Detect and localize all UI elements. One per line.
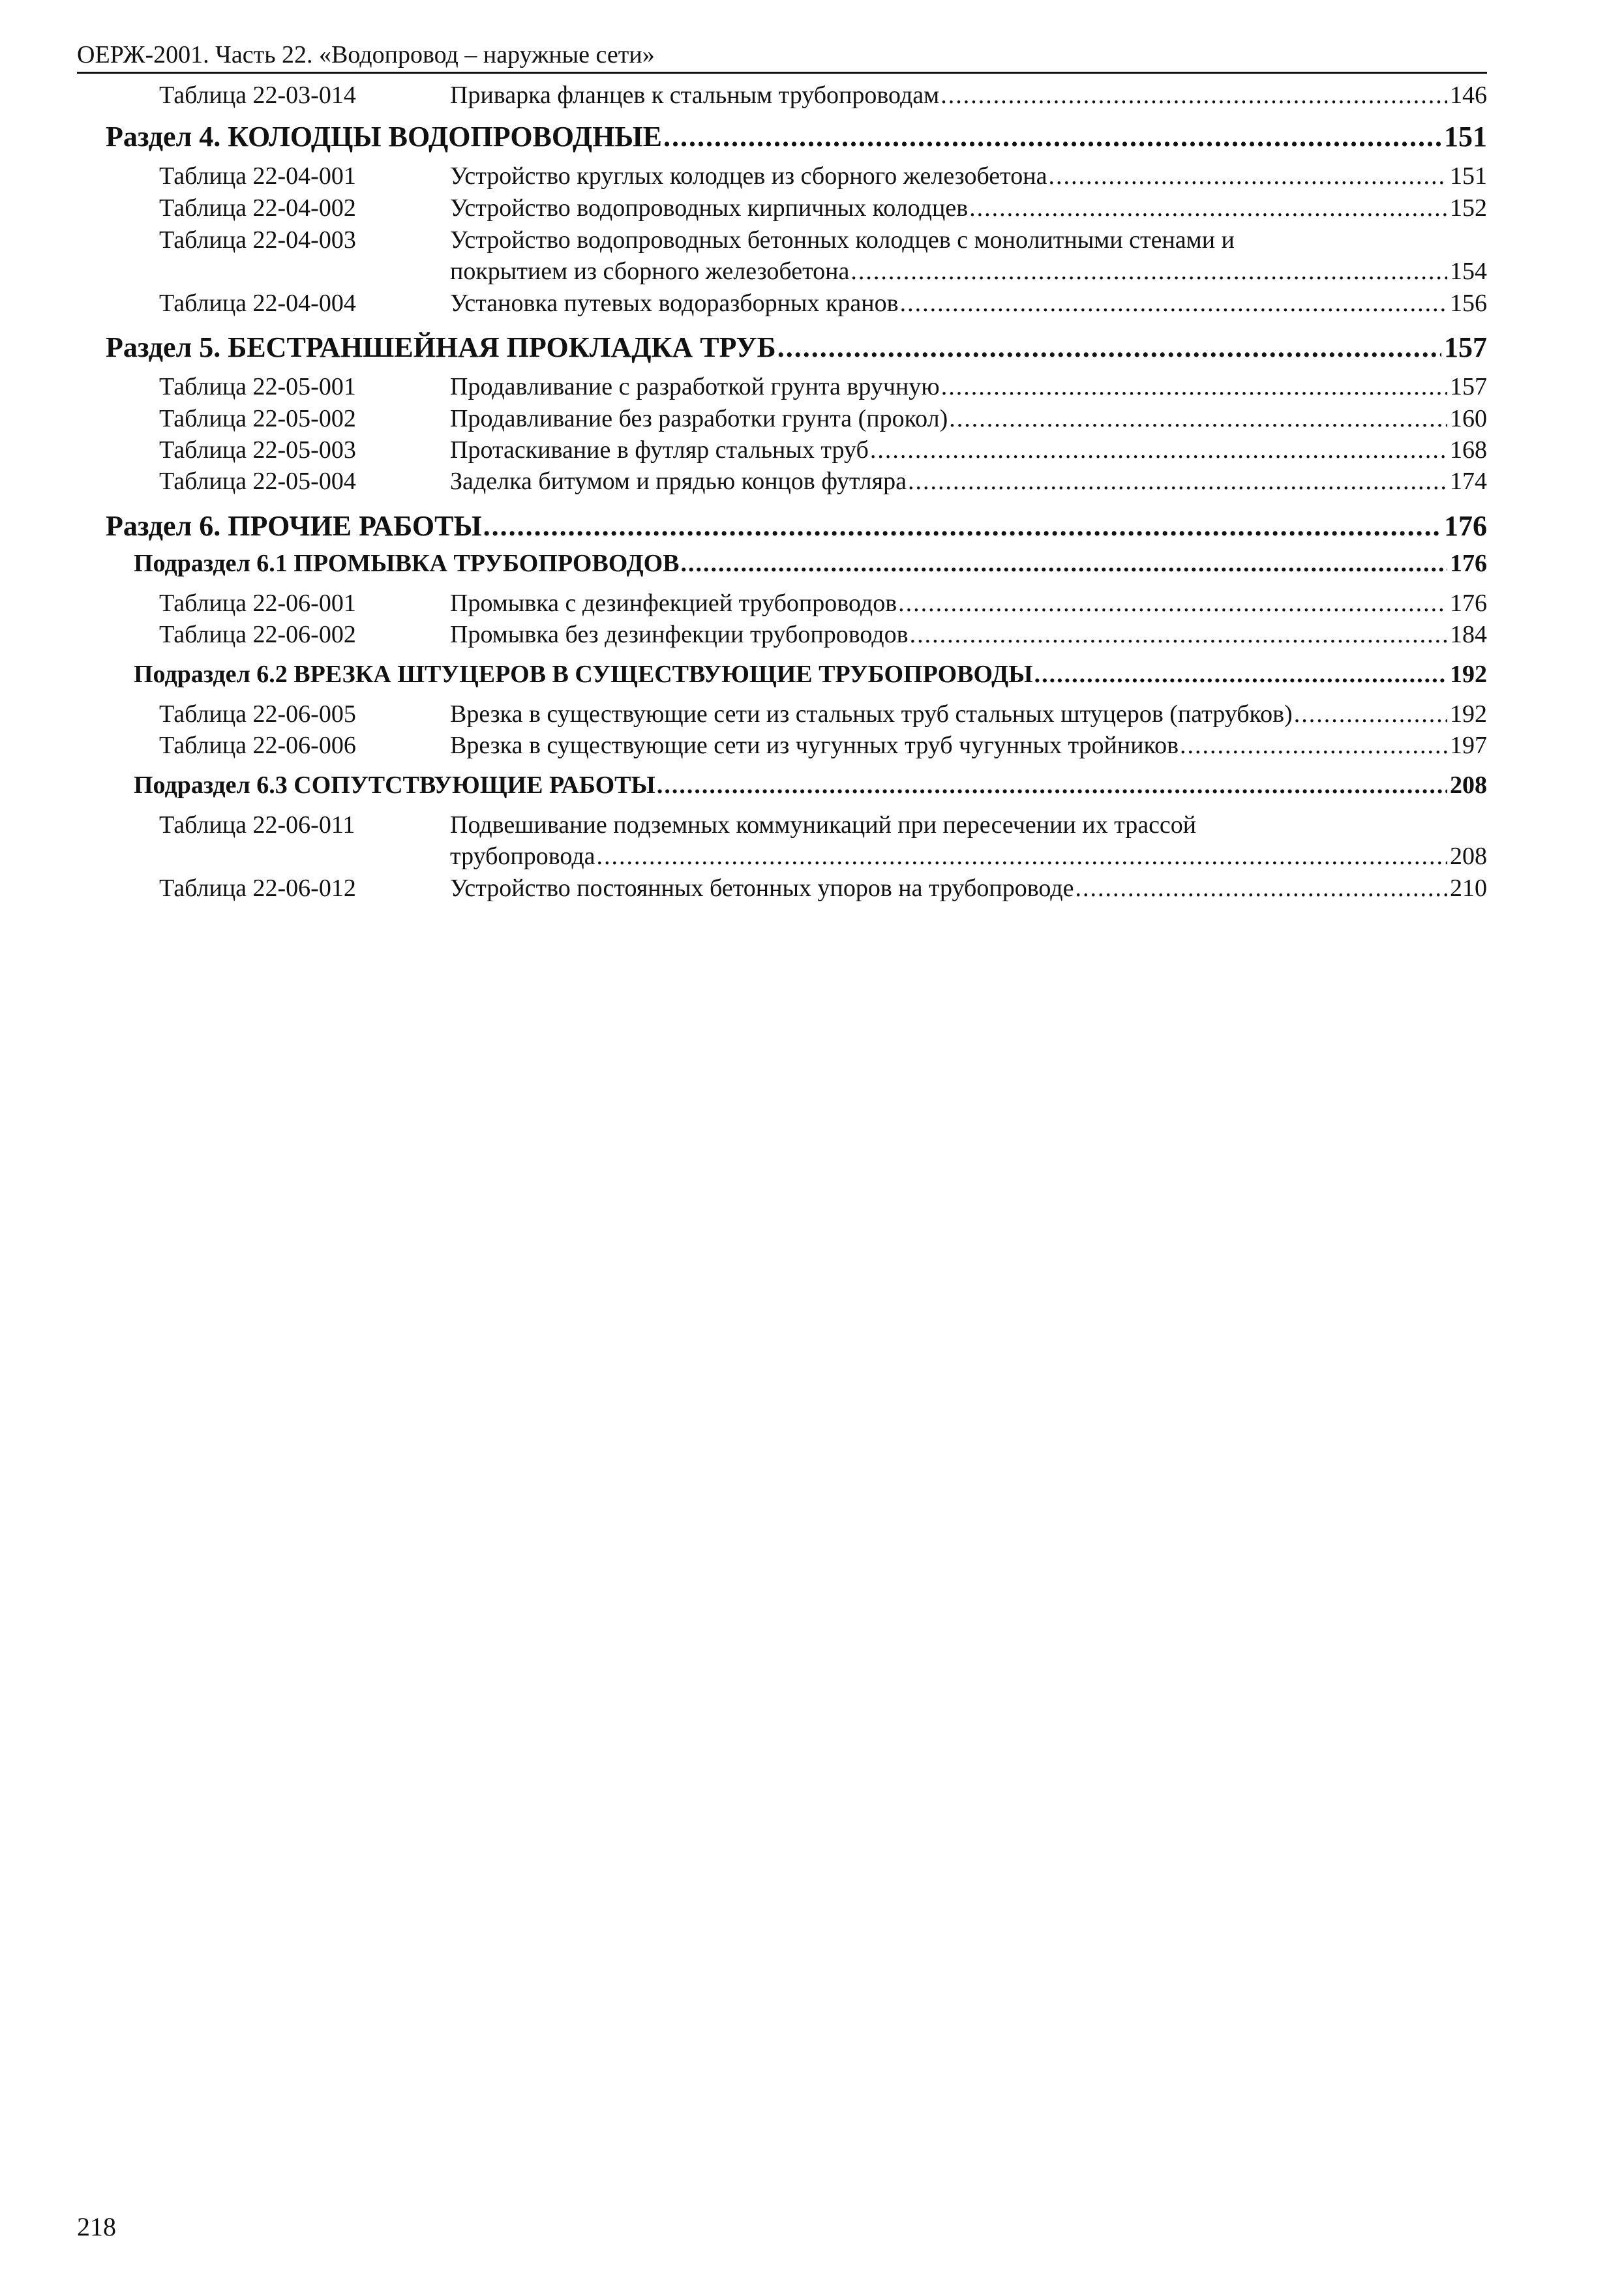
dot-leader xyxy=(908,467,1447,496)
toc-entry-page: 154 xyxy=(1450,258,1487,285)
toc-subsection-page: 208 xyxy=(1450,771,1487,799)
toc-entry-page: 160 xyxy=(1450,405,1487,432)
dot-leader xyxy=(1294,700,1447,728)
toc-entry-22-06-006[interactable] xyxy=(159,731,1487,764)
dot-leader xyxy=(681,549,1447,578)
toc-entry-title-line1: Подвешивание подземных коммуникаций при пересечении их трассой xyxy=(450,811,1197,839)
toc-entry-page: 157 xyxy=(1450,373,1487,400)
toc-section-title: Раздел 6. ПРОЧИЕ РАБОТЫ xyxy=(106,510,482,542)
toc-entry-code: Таблица 22-05-001 xyxy=(159,373,356,400)
toc-entry-22-04-004[interactable] xyxy=(159,289,1487,322)
document-header-title: ОЕРЖ-2001. Часть 22. «Водопровод – наружные сети» xyxy=(77,41,655,68)
toc-entry-page: 208 xyxy=(1450,843,1487,870)
toc-entry-code: Таблица 22-06-001 xyxy=(159,590,356,617)
toc-entry-code: Таблица 22-06-005 xyxy=(159,700,356,728)
toc-entry-22-04-001[interactable] xyxy=(159,162,1487,194)
toc-entry-code: Таблица 22-06-002 xyxy=(159,621,356,648)
toc-entry-22-06-011-continuation[interactable] xyxy=(450,842,1487,875)
toc-entry-code: Таблица 22-05-003 xyxy=(159,436,356,464)
toc-entry-code: Таблица 22-03-014 xyxy=(159,82,356,109)
dot-leader xyxy=(941,372,1447,401)
toc-entry-code: Таблица 22-04-002 xyxy=(159,194,356,222)
dot-leader xyxy=(1034,660,1447,689)
toc-subsection-title: Подраздел 6.2 ВРЕЗКА ШТУЦЕРОВ В СУЩЕСТВУЮЩИЕ ТРУБОПРОВОДЫ xyxy=(134,661,1033,688)
toc-subsection-page: 192 xyxy=(1450,661,1487,688)
toc-entry-22-05-003[interactable] xyxy=(159,436,1487,468)
dot-leader xyxy=(900,289,1447,318)
dot-leader xyxy=(1180,731,1447,760)
toc-entry-page: 197 xyxy=(1450,732,1487,759)
toc-entry-code: Таблица 22-04-003 xyxy=(159,226,356,254)
toc-entry-code: Таблица 22-04-001 xyxy=(159,162,356,190)
toc-entry-22-05-001[interactable] xyxy=(159,372,1487,405)
toc-entry-code: Таблица 22-06-012 xyxy=(159,875,356,902)
dot-leader xyxy=(969,194,1447,222)
toc-entry-page: 151 xyxy=(1450,162,1487,190)
toc-entry-code: Таблица 22-05-002 xyxy=(159,405,356,432)
toc-entry-page: 174 xyxy=(1450,468,1487,495)
toc-section-5[interactable] xyxy=(106,331,1487,363)
dot-leader xyxy=(870,436,1447,464)
toc-section-page: 176 xyxy=(1444,510,1487,542)
toc-entry-22-06-001[interactable] xyxy=(159,589,1487,621)
toc-entry-22-06-011[interactable] xyxy=(159,811,1487,843)
dot-leader xyxy=(898,589,1447,618)
toc-entry-page: 176 xyxy=(1450,590,1487,617)
toc-entry-page: 146 xyxy=(1450,82,1487,109)
dot-leader xyxy=(777,331,1441,364)
toc-entry-22-04-003-continuation[interactable] xyxy=(450,257,1487,290)
dot-leader xyxy=(483,509,1441,543)
toc-section-title: Раздел 4. КОЛОДЦЫ ВОДОПРОВОДНЫЕ xyxy=(106,121,662,153)
toc-subsection-6-2[interactable] xyxy=(134,660,1487,693)
toc-entry-page: 168 xyxy=(1450,436,1487,464)
toc-entry-title: Промывка без дезинфекции трубопроводов xyxy=(450,621,909,648)
dot-leader xyxy=(1075,874,1448,903)
toc-entry-page: 152 xyxy=(1450,194,1487,222)
toc-section-4[interactable] xyxy=(106,120,1487,153)
page-number: 218 xyxy=(77,2212,116,2241)
toc-entry-title: Устройство постоянных бетонных упоров на трубопроводе xyxy=(450,875,1074,902)
toc-entry-title: Приварка фланцев к стальным трубопроводам xyxy=(450,82,940,109)
dot-leader xyxy=(910,620,1447,649)
toc-entry-22-05-004[interactable] xyxy=(159,467,1487,500)
toc-section-6[interactable] xyxy=(106,509,1487,542)
dot-leader xyxy=(850,257,1447,286)
toc-entry-code: Таблица 22-04-004 xyxy=(159,290,356,317)
toc-entry-code: Таблица 22-06-011 xyxy=(159,811,355,839)
toc-section-title: Раздел 5. БЕСТРАНШЕЙНАЯ ПРОКЛАДКА ТРУБ xyxy=(106,331,776,363)
toc-entry-22-06-002[interactable] xyxy=(159,620,1487,653)
toc-entry-title: Продавливание с разработкой грунта вручную xyxy=(450,373,940,400)
toc-entry-22-04-003[interactable] xyxy=(159,226,1487,258)
toc-section-page: 157 xyxy=(1444,331,1487,363)
dot-leader xyxy=(1048,162,1447,190)
toc-entry-title: Врезка в существующие сети из стальных труб стальных штуцеров (патрубков) xyxy=(450,700,1293,728)
toc-entry-22-03-014[interactable] xyxy=(159,81,1487,113)
toc-entry-title-line2: покрытием из сборного железобетона xyxy=(450,258,850,285)
dot-leader xyxy=(940,81,1447,110)
toc-entry-page: 156 xyxy=(1450,290,1487,317)
toc-entry-22-05-002[interactable] xyxy=(159,404,1487,437)
dot-leader xyxy=(597,842,1447,871)
toc-subsection-title: Подраздел 6.1 ПРОМЫВКА ТРУБОПРОВОДОВ xyxy=(134,550,680,577)
toc-entry-title: Продавливание без разработки грунта (прокол) xyxy=(450,405,948,432)
toc-entry-title: Устройство круглых колодцев из сборного железобетона xyxy=(450,162,1047,190)
toc-entry-title: Устройство водопроводных кирпичных колодцев xyxy=(450,194,969,222)
toc-entry-22-06-012[interactable] xyxy=(159,874,1487,906)
toc-entry-page: 210 xyxy=(1450,875,1487,902)
dot-leader xyxy=(949,404,1447,433)
toc-entry-22-04-002[interactable] xyxy=(159,194,1487,226)
toc-entry-title-line1: Устройство водопроводных бетонных колодцев с монолитными стенами и xyxy=(450,226,1235,254)
toc-entry-title: Врезка в существующие сети из чугунных труб чугунных тройников xyxy=(450,732,1179,759)
toc-entry-page: 184 xyxy=(1450,621,1487,648)
dot-leader xyxy=(663,120,1441,153)
toc-entry-title: Заделка битумом и прядью концов футляра xyxy=(450,468,907,495)
toc-subsection-6-1[interactable] xyxy=(134,549,1487,582)
toc-entry-code: Таблица 22-05-004 xyxy=(159,468,356,495)
toc-section-page: 151 xyxy=(1444,121,1487,153)
toc-entry-title-line2: трубопровода xyxy=(450,843,595,870)
toc-subsection-page: 176 xyxy=(1450,550,1487,577)
toc-entry-title: Установка путевых водоразборных кранов xyxy=(450,290,899,317)
toc-entry-page: 192 xyxy=(1450,700,1487,728)
toc-subsection-title: Подраздел 6.3 СОПУТСТВУЮЩИЕ РАБОТЫ xyxy=(134,771,655,799)
toc-subsection-6-3[interactable] xyxy=(134,771,1487,803)
toc-entry-title: Промывка с дезинфекцией трубопроводов xyxy=(450,590,897,617)
toc-entry-title: Протаскивание в футляр стальных труб xyxy=(450,436,869,464)
toc-entry-code: Таблица 22-06-006 xyxy=(159,732,356,759)
dot-leader xyxy=(657,771,1447,800)
toc-entry-22-06-005[interactable] xyxy=(159,700,1487,732)
